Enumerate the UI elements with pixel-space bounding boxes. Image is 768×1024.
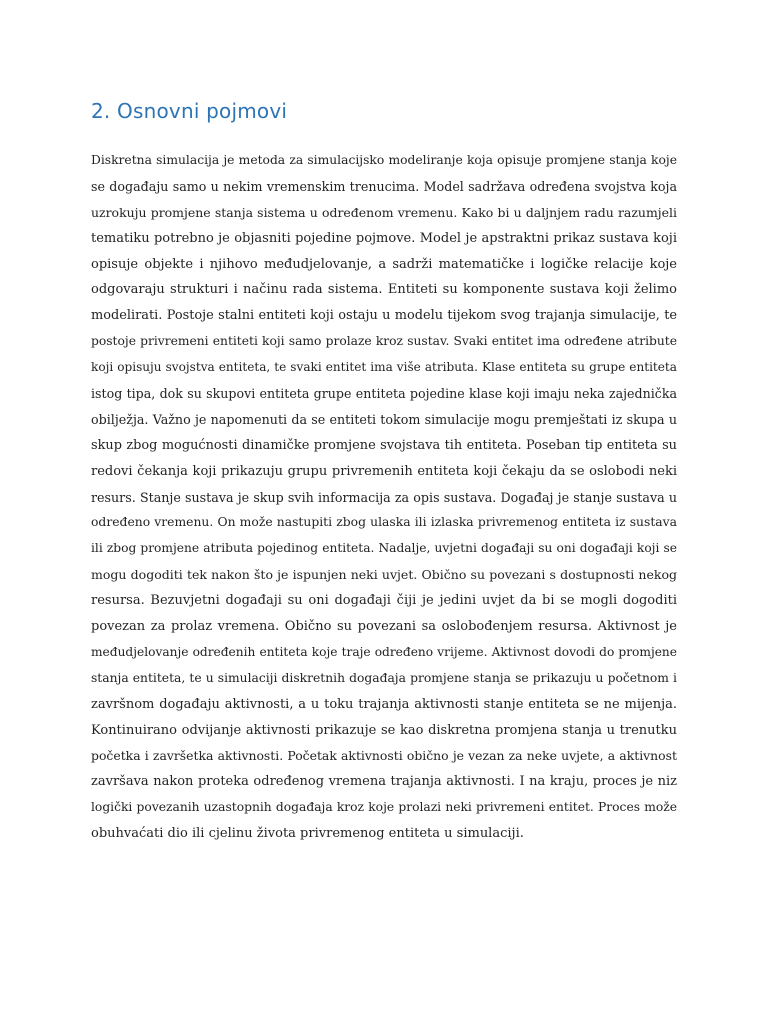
paragraph-line-27: obuhvaćati dio ili cjelinu života privremenog entiteta u simulaciji. [91, 826, 524, 842]
paragraph-line-16: ili zbog promjene atributa pojedinog entiteta. Nadalje, uvjetni događaji su oni događaji koji se [91, 541, 677, 556]
paragraph-line-4: tematiku potrebno je objasniti pojedine pojmove. Model je apstraktni prikaz sustava koji [91, 230, 677, 246]
paragraph-line-13: redovi čekanja koji prikazuju grupu privremenih entiteta koji čekaju da se oslobodi neki [91, 463, 677, 479]
paragraph-line-2: se događaju samo u nekim vremenskim trenucima. Model sadržava određena svojstva koja [91, 178, 677, 194]
paragraph-line-18: resursa. Bezuvjetni događaji su oni događaji čiji je jedini uvjet da bi se mogli dogoditi [91, 593, 677, 609]
paragraph-line-17: mogu dogoditi tek nakon što je ispunjen neki uvjet. Obično su povezani s dostupnosti nekog [91, 567, 677, 583]
paragraph-line-6: odgovaraju strukturi i načinu rada sistema. Entiteti su komponente sustava koji želimo [91, 282, 677, 298]
paragraph-line-5: opisuje objekte i njihovo međudjelovanje, a sadrži matematičke i logičke relacije koje [91, 256, 677, 272]
paragraph-line-22: završnom događaju aktivnosti, a u toku trajanja aktivnosti stanje entiteta se ne mijenja. [91, 696, 677, 712]
body-paragraph [91, 148, 677, 847]
paragraph-line-8: postoje privremeni entiteti koji samo prolaze kroz sustav. Svaki entitet ima određene atribute [91, 334, 677, 349]
section-heading: 2. Osnovni pojmovi [91, 99, 288, 123]
paragraph-line-7: modelirati. Postoje stalni entiteti koji ostaju u modelu tijekom svog trajanja simulacije, te [91, 308, 677, 324]
paragraph-line-25: završava nakon proteka određenog vremena trajanja aktivnosti. I na kraju, proces je niz [91, 774, 677, 790]
paragraph-line-1: Diskretna simulacija je metoda za simulacijsko modeliranje koja opisuje promjene stanja koje [91, 153, 677, 167]
paragraph-line-9: koji opisuju svojstva entiteta, te svaki entitet ima više atributa. Klase entiteta su grupe entiteta [91, 360, 677, 375]
paragraph-line-10: istog tipa, dok su skupovi entiteta grupe entiteta pojedine klase koji imaju neka zajednička [91, 386, 677, 402]
paragraph-line-19: povezan za prolaz vremena. Obično su povezani sa oslobođenjem resursa. Aktivnost je [91, 619, 677, 635]
paragraph-line-24: početka i završetka aktivnosti. Početak aktivnosti obično je vezan za neke uvjete, a aktivnost [91, 748, 677, 764]
paragraph-line-3: uzrokuju promjene stanja sistema u određenom vremenu. Kako bi u daljnjem radu razumjeli [91, 204, 677, 220]
paragraph-line-12: skup zbog mogućnosti dinamičke promjene svojstava tih entiteta. Poseban tip entiteta su [91, 437, 677, 453]
paragraph-line-21: stanja entiteta, te u simulaciji diskretnih događaja promjene stanja se prikazuju u početnom i [91, 670, 677, 685]
paragraph-line-26: logički povezanih uzastopnih događaja kroz koje prolazi neki privremeni entitet. Proces može [91, 800, 677, 815]
paragraph-line-11: obilježja. Važno je napomenuti da se entiteti tokom simulacije mogu premještati iz skupa u [91, 411, 677, 427]
paragraph-line-15: određeno vremenu. On može nastupiti zbog ulaska ili izlaska privremenog entiteta iz sustava [91, 515, 677, 530]
paragraph-line-14: resurs. Stanje sustava je skup svih informacija za opis sustava. Događaj je stanje sustava u [91, 489, 677, 505]
paragraph-line-23: Kontinuirano odvijanje aktivnosti prikazuje se kao diskretna promjena stanja u trenutku [91, 722, 677, 738]
paragraph-line-20: međudjelovanje određenih entiteta koje traje određeno vrijeme. Aktivnost dovodi do promjene [91, 644, 677, 659]
